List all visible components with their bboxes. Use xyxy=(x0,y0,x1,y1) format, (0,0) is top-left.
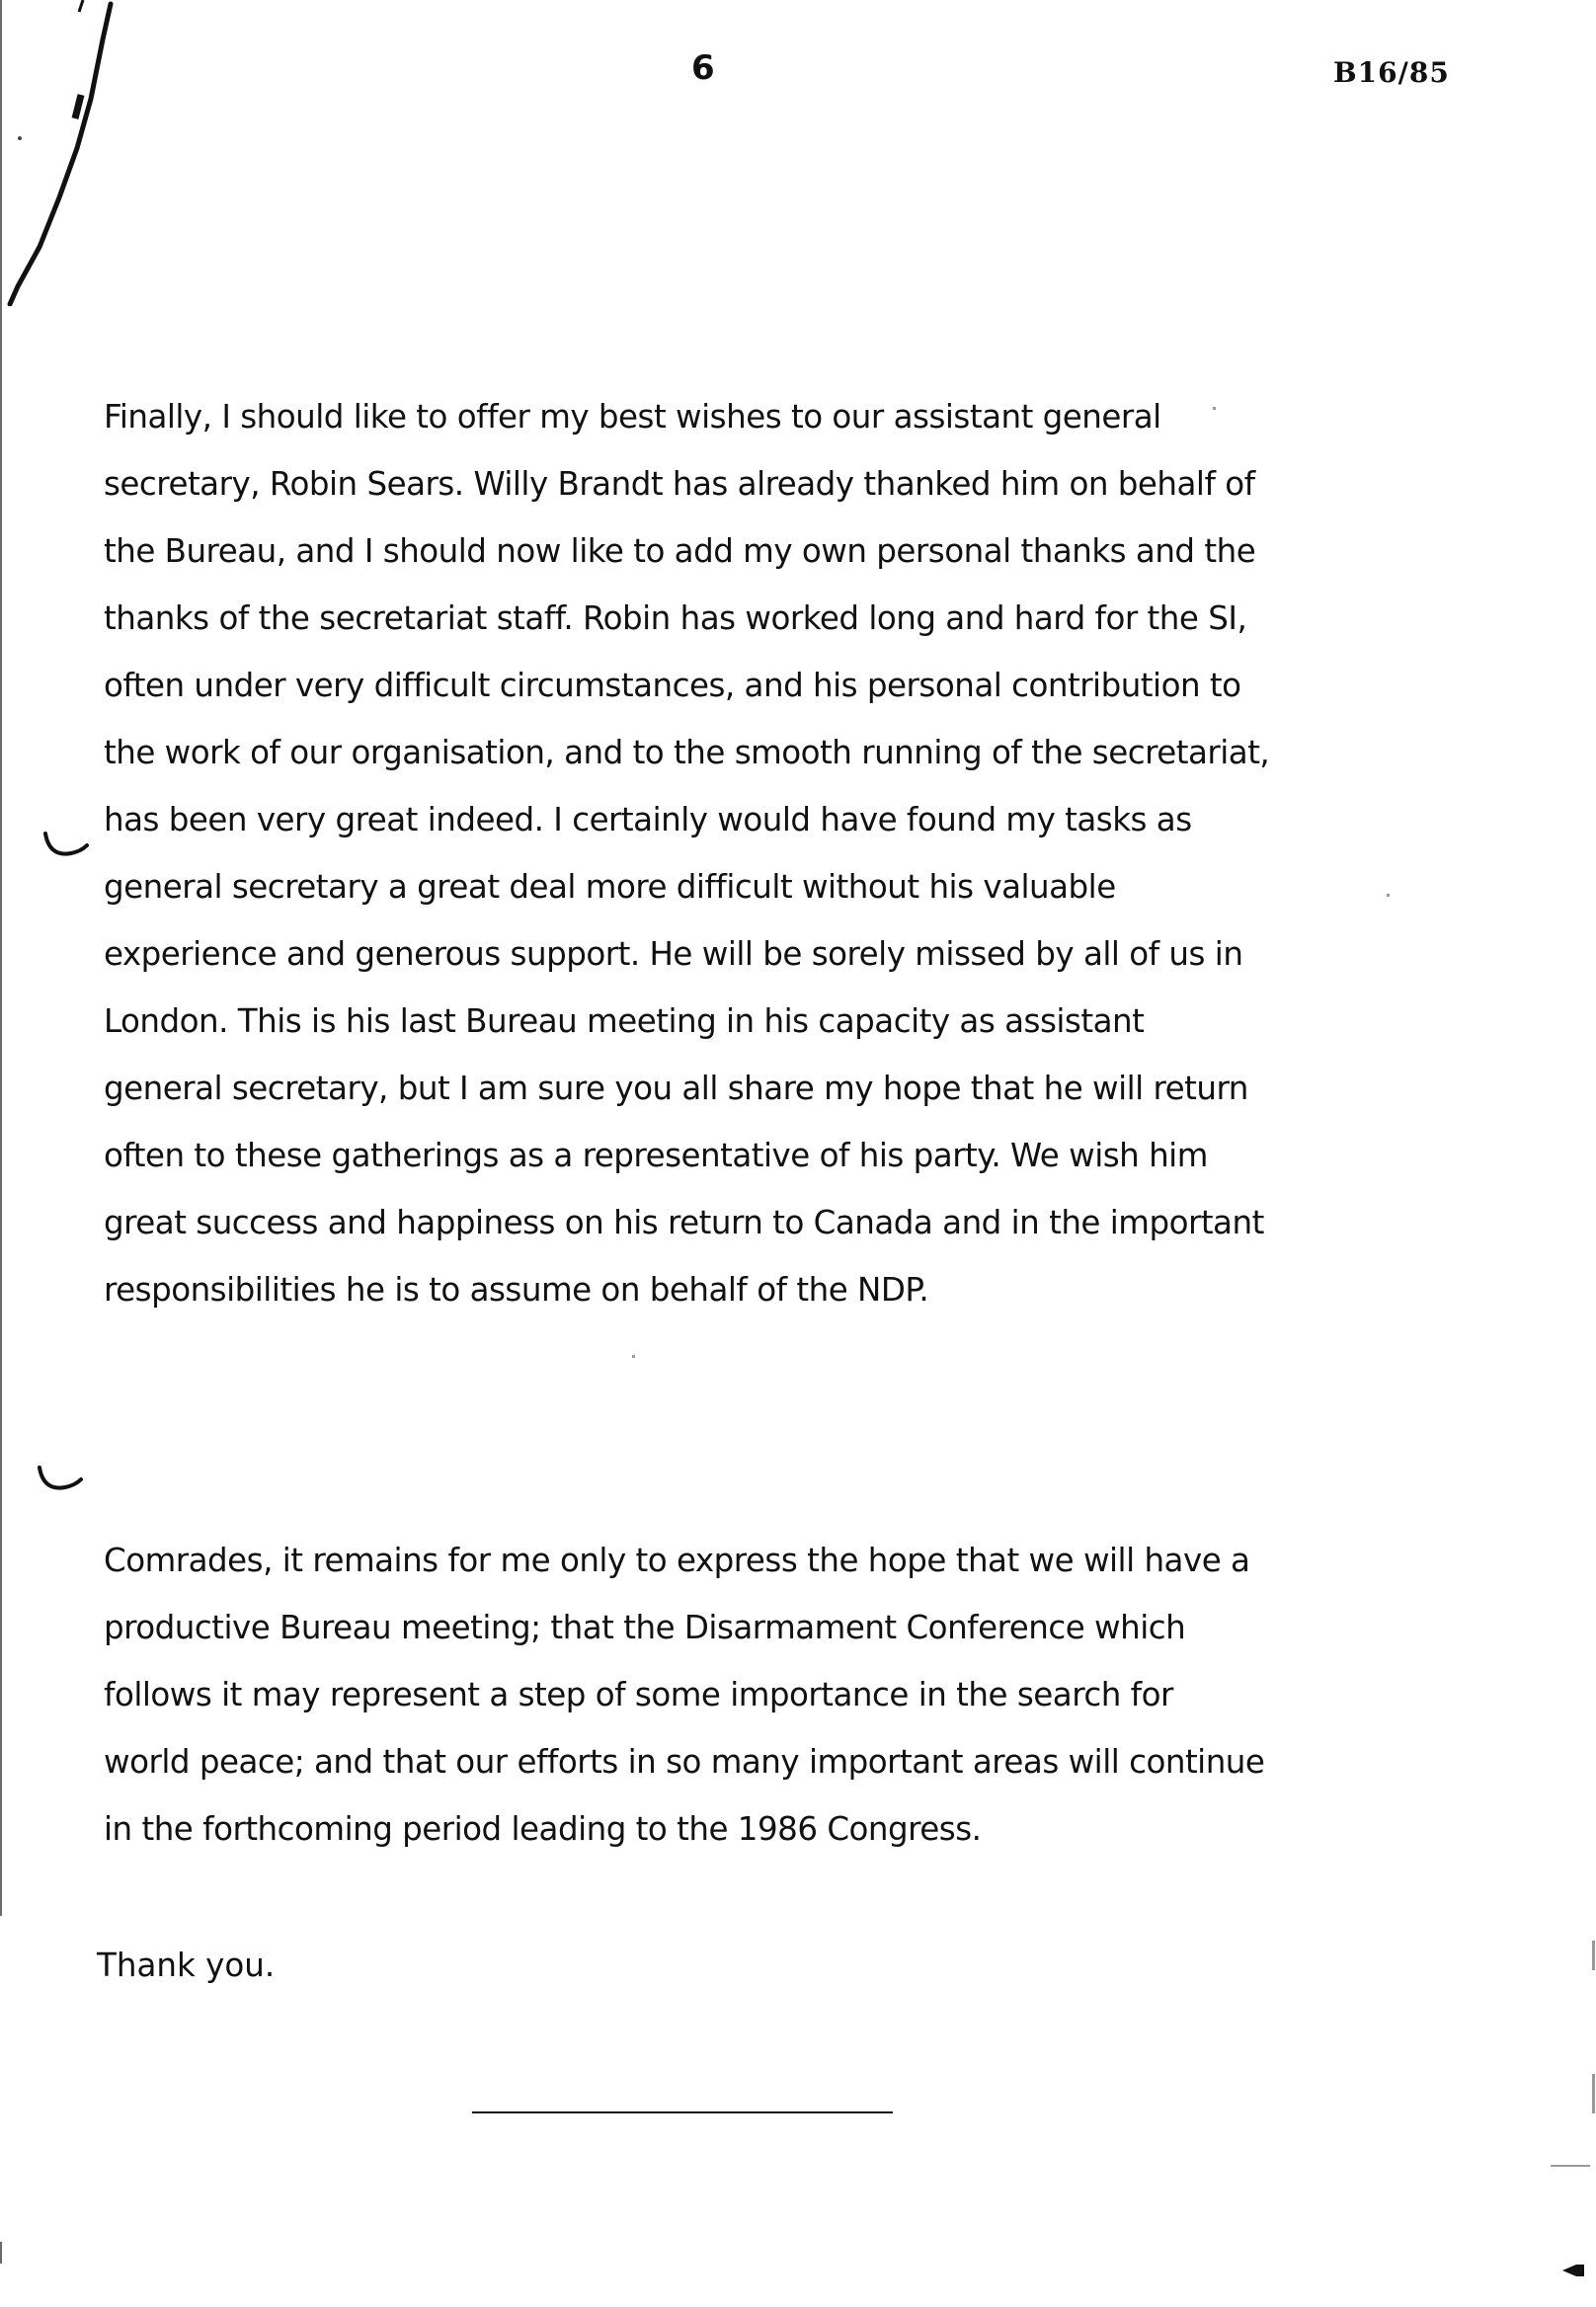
scan-speck xyxy=(1592,1941,1595,1970)
end-rule xyxy=(472,2111,893,2113)
text-line: London. This is his last Bureau meeting in his capacity as assistant xyxy=(104,1002,1145,1040)
text-line: follows it may represent a step of some importance in the search for xyxy=(104,1676,1173,1713)
text-line: often under very difficult circumstances, and his personal contribution to xyxy=(104,667,1241,704)
scan-speck xyxy=(632,1355,635,1358)
text-line: in the forthcoming period leading to the 1986 Congress. xyxy=(104,1810,982,1848)
corner-fold-mark xyxy=(1562,2264,1584,2277)
text-line: responsibilities he is to assume on behalf of the NDP. xyxy=(104,1271,929,1309)
text-line: Finally, I should like to offer my best wishes to our assistant general xyxy=(104,398,1161,436)
closing-thanks: Thank you. xyxy=(97,1947,276,1984)
text-line: the Bureau, and I should now like to add my own personal thanks and the xyxy=(104,532,1256,570)
text-line: thanks of the secretariat staff. Robin has worked long and hard for the SI, xyxy=(104,599,1247,637)
scan-speck xyxy=(1592,2074,1595,2113)
scan-speck xyxy=(1387,894,1390,897)
text-line: Comrades, it remains for me only to express the hope that we will have a xyxy=(104,1542,1250,1579)
paragraph-farewell xyxy=(104,383,1328,1323)
margin-check-mark xyxy=(41,828,91,863)
text-line: often to these gatherings as a representative of his party. We wish him xyxy=(104,1137,1208,1174)
text-line: has been very great indeed. I certainly would have found my tasks as xyxy=(104,801,1192,838)
margin-check-mark xyxy=(36,1462,85,1497)
text-line: general secretary a great deal more difficult without his valuable xyxy=(104,868,1116,906)
corner-pen-stroke-mark xyxy=(0,0,128,306)
text-line: secretary, Robin Sears. Willy Brandt has already thanked him on behalf of xyxy=(104,465,1255,503)
scan-edge-line-lower xyxy=(0,2242,2,2264)
document-reference: B16/85 xyxy=(1333,56,1450,89)
text-line: general secretary, but I am sure you all share my hope that he will return xyxy=(104,1070,1248,1107)
paragraph-closing-remarks xyxy=(104,1527,1328,1863)
text-line: experience and generous support. He will be sorely missed by all of us in xyxy=(104,935,1243,973)
text-line: great success and happiness on his return to Canada and in the important xyxy=(104,1204,1264,1241)
scan-speck xyxy=(1213,407,1216,410)
page-number: 6 xyxy=(691,48,715,88)
text-line: productive Bureau meeting; that the Disarmament Conference which xyxy=(104,1609,1186,1646)
scan-speck xyxy=(1551,2165,1590,2167)
text-line: the work of our organisation, and to the smooth running of the secretariat, xyxy=(104,734,1270,771)
text-line: world peace; and that our efforts in so many important areas will continue xyxy=(104,1743,1265,1781)
